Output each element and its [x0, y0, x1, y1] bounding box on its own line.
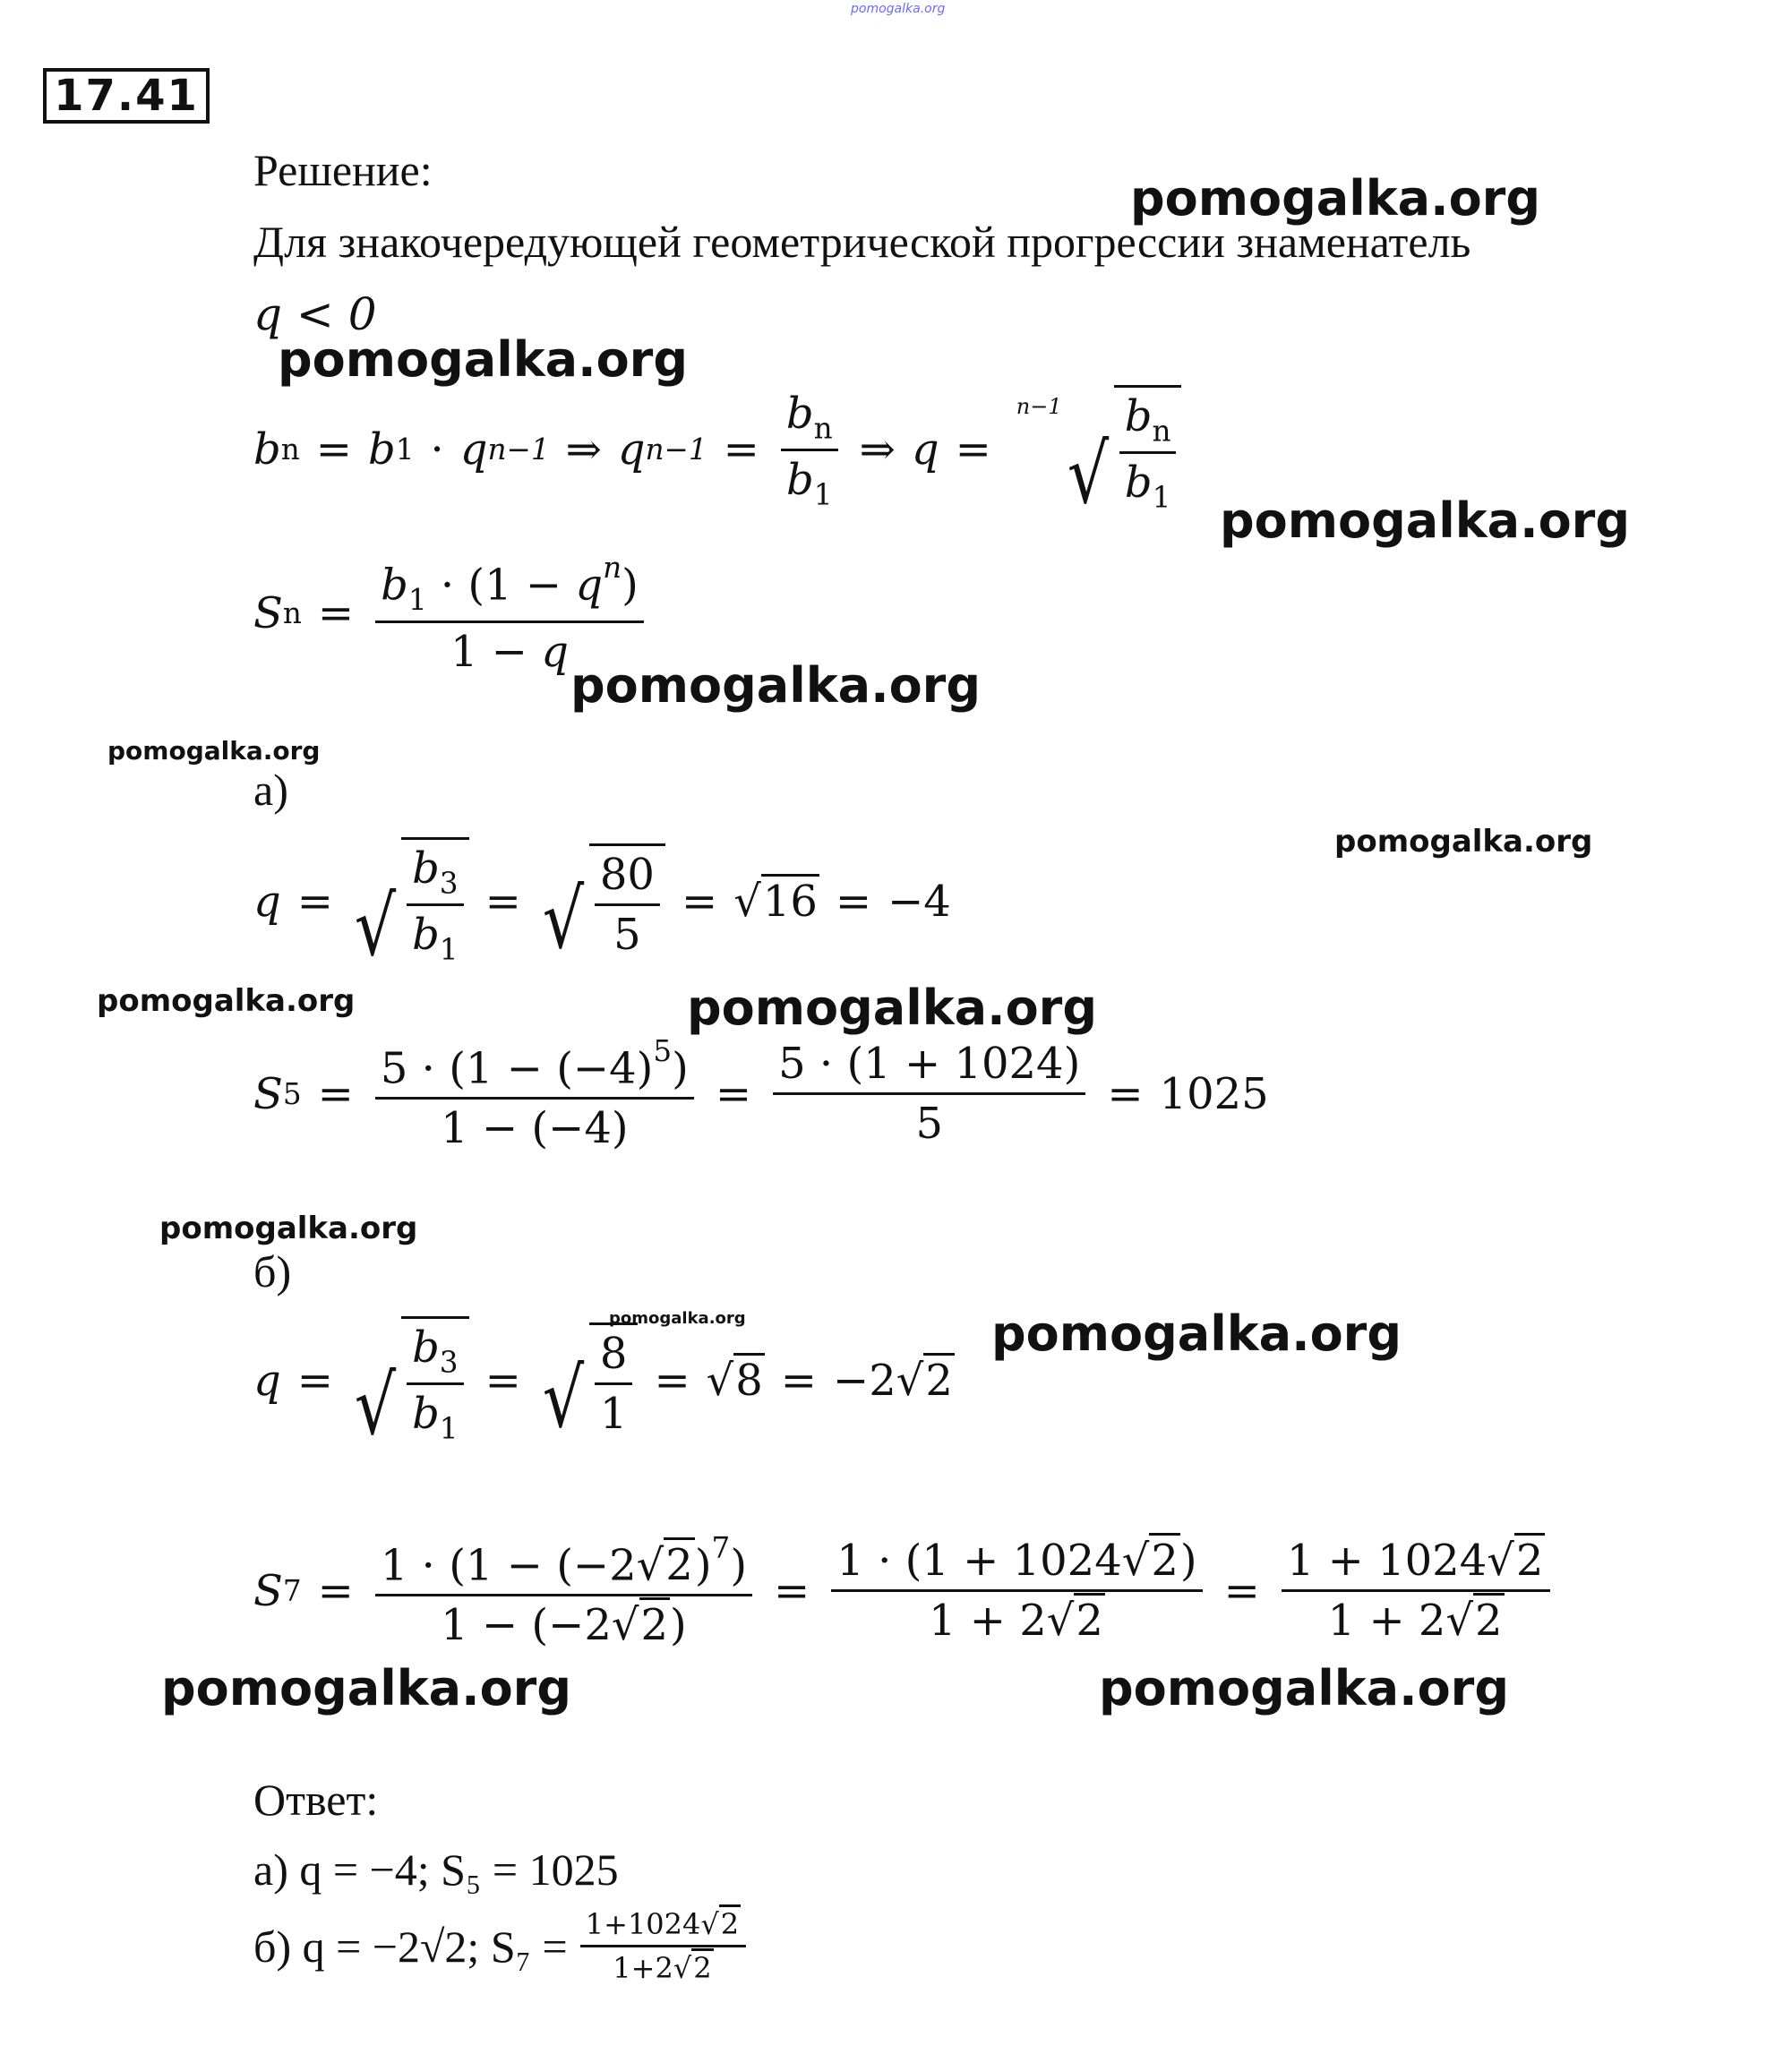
formula-sum: S n = $\frac{b_1 \cdot (1 - q^n)}{1 - q}$	[253, 551, 649, 677]
part-b-q-equation: q = √ $\frac{b_3}{b_1}$ = √ $\frac{8}{1}$ = √8 = −2√2	[253, 1316, 955, 1446]
part-a-sum-equation: S 5 = $\frac{5 \cdot (1 - (-4)^5)}{1 - (-4)}$ = $\frac{5 \cdot (1 + 1024)}{5}$ = 1025	[253, 1034, 1269, 1154]
formula-nth-term: b n = b 1 · q n−1 ⇒ q n−1 = $\frac{b_n}{b_1}$ ⇒ q = n−1 √ $\frac{b_n}{b_1}$	[253, 385, 1181, 515]
watermark: pomogalka.org	[107, 736, 321, 766]
answer-part-b: б) q = −2√2; S₇ = $\frac{1+1024√2}{1+2√2}$	[253, 1907, 751, 1985]
part-b-label: б)	[253, 1246, 292, 1297]
answer-part-a: а) q = −4; S₅ = 1025	[253, 1844, 619, 1895]
watermark: pomogalka.org	[97, 983, 356, 1019]
problem-number-box: 17.41	[43, 68, 210, 124]
problem-statement: Для знакочередующей геометрической прогрессии знаменатель	[253, 217, 1471, 267]
condition-q-negative: q < 0	[253, 288, 377, 340]
watermark: pomogalka.org	[1334, 824, 1593, 860]
watermark: pomogalka.org	[991, 1305, 1402, 1362]
watermark: pomogalka.org	[159, 1211, 418, 1246]
watermark: pomogalka.org	[687, 980, 1097, 1036]
answer-label: Ответ:	[253, 1775, 379, 1825]
solution-label: Решение:	[253, 145, 433, 195]
watermark: pomogalka.org	[570, 657, 981, 714]
watermark: pomogalka.org	[609, 1309, 746, 1328]
watermark: pomogalka.org	[161, 1660, 571, 1716]
answer-part-b-prefix: б) q = −2√2; S₇ =	[253, 1921, 568, 1972]
watermark: pomogalka.org	[1099, 1660, 1509, 1716]
watermark: pomogalka.org	[1130, 170, 1540, 227]
part-b-sum-equation: S 7 = $\frac{1 \cdot (1 - (-2√2)^7)}{1 - (-2√2)}$ = $\frac{1 \cdot (1 + 1024√2)}{1 + 2√2}$ = $\frac{1 + 1024√2}{1 + 2√2}$	[253, 1531, 1556, 1650]
part-a-q-equation: q = √ $\frac{b_3}{b_1}$ = √ $\frac{80}{5}$ = √16 = −4	[253, 837, 951, 967]
watermark: pomogalka.org	[1220, 492, 1630, 549]
top-watermark: pomogalka.org	[851, 2, 946, 16]
watermark: pomogalka.org	[278, 331, 688, 388]
part-a-label: а)	[253, 765, 288, 815]
